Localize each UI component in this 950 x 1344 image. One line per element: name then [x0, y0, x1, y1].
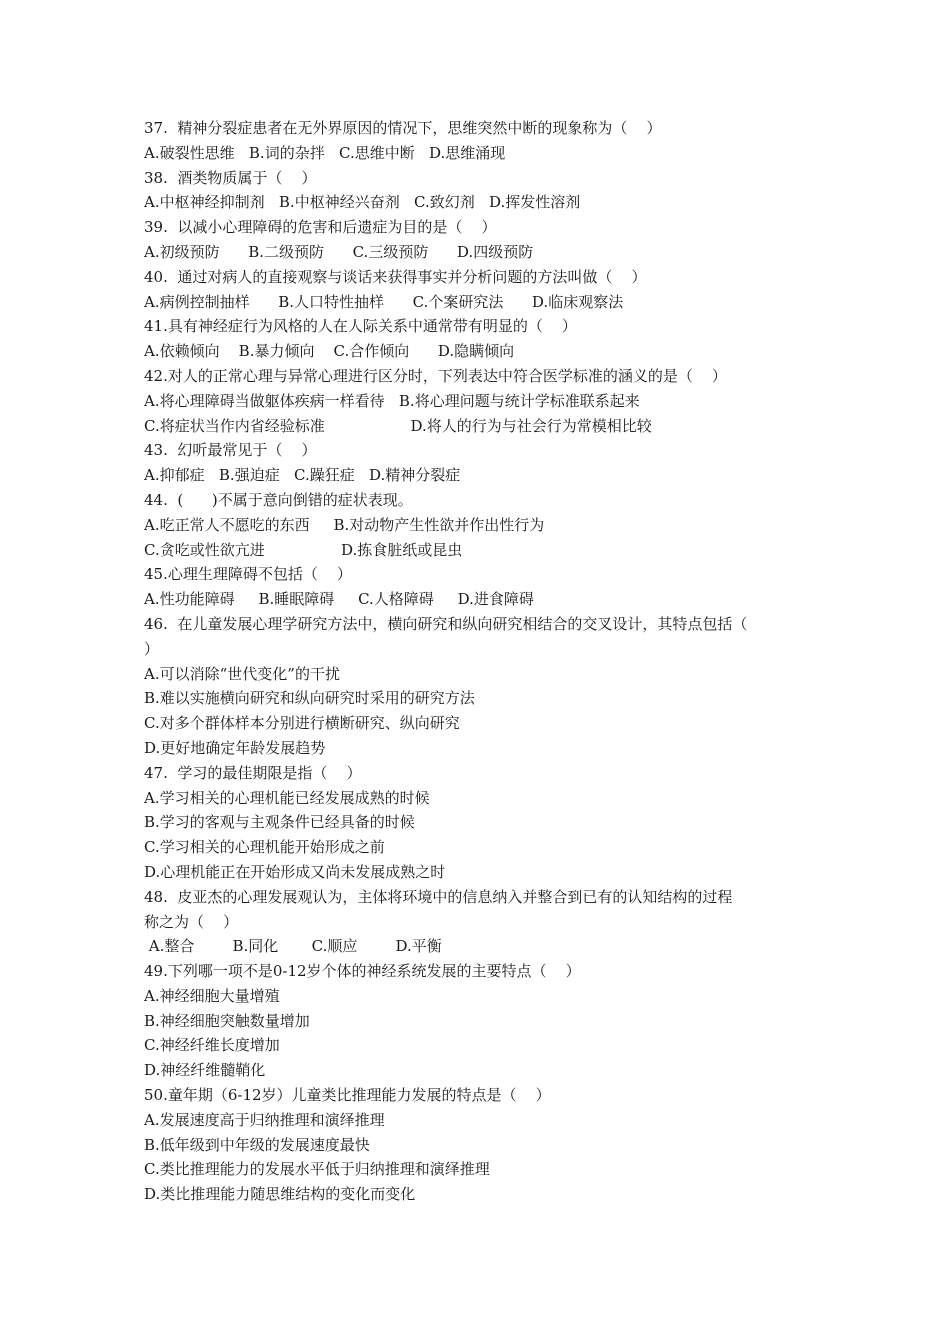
question-42-options-ab: A.将心理障碍当做躯体疾病一样看待 B.将心理问题与统计学标准联系起来: [144, 391, 640, 410]
question-38-stem: 38. 酒类物质属于（ ）: [144, 168, 317, 187]
question-46-stem: 46. 在儿童发展心理学研究方法中，横向研究和纵向研究相结合的交叉设计，其特点包括（: [144, 614, 748, 633]
question-48-stem: 48. 皮亚杰的心理发展观认为，主体将环境中的信息纳入并整合到已有的认知结构的过程: [144, 887, 733, 906]
question-47-stem: 47. 学习的最佳期限是指（ ）: [144, 763, 362, 782]
question-42-options-cd: C.将症状当作内省经验标准 D.将人的行为与社会行为常模相比较: [144, 416, 652, 435]
question-49-option-c: C.神经纤维长度增加: [144, 1036, 280, 1055]
question-38-options: A.中枢神经抑制剂 B.中枢神经兴奋剂 C.致幻剂 D.挥发性溶剂: [144, 193, 581, 212]
question-49-option-a: A.神经细胞大量增殖: [144, 986, 280, 1005]
question-50-stem: 50.童年期（6-12岁）儿童类比推理能力发展的特点是（ ）: [144, 1086, 551, 1105]
question-45-options: A.性功能障碍 B.睡眠障碍 C.人格障碍 D.进食障碍: [144, 590, 534, 609]
question-39-stem: 39. 以减小心理障碍的危害和后遗症为目的是（ ）: [144, 218, 497, 237]
question-40-stem: 40. 通过对病人的直接观察与谈话来获得事实并分析问题的方法叫做（ ）: [144, 267, 647, 286]
question-42-stem: 42.对人的正常心理与异常心理进行区分时，下列表达中符合医学标准的涵义的是（ ）: [144, 366, 727, 385]
question-50-option-c: C.类比推理能力的发展水平低于归纳推理和演绎推理: [144, 1160, 490, 1179]
question-43-options: A.抑郁症 B.强迫症 C.躁狂症 D.精神分裂症: [144, 466, 461, 485]
question-40-options: A.病例控制抽样 B.人口特性抽样 C.个案研究法 D.临床观察法: [144, 292, 624, 311]
question-48-options: A.整合 B.同化 C.顺应 D.平衡: [144, 937, 442, 956]
question-46-stem-continued: ）: [144, 639, 160, 658]
question-41-stem: 41.具有神经症行为风格的人在人际关系中通常带有明显的（ ）: [144, 317, 577, 336]
question-39-options: A.初级预防 B.二级预防 C.三级预防 D.四级预防: [144, 242, 534, 261]
question-text-block: [144, 116, 834, 1207]
question-46-option-d: D.更好地确定年龄发展趋势: [144, 738, 326, 757]
question-44-stem: 44. ( )不属于意向倒错的症状表现。: [144, 490, 413, 509]
question-37-options: A.破裂性思维 B.词的杂拌 C.思维中断 D.思维涌现: [144, 143, 506, 162]
question-47-option-d: D.心理机能正在开始形成又尚未发展成熟之时: [144, 862, 446, 881]
question-45-stem: 45.心理生理障碍不包括（ ）: [144, 565, 352, 584]
question-49-option-d: D.神经纤维髓鞘化: [144, 1061, 266, 1080]
question-47-option-a: A.学习相关的心理机能已经发展成熟的时候: [144, 788, 430, 807]
question-43-stem: 43. 幻听最常见于（ ）: [144, 441, 317, 460]
question-46-option-a: A.可以消除“世代变化”的干扰: [144, 664, 340, 683]
question-48-stem-continued: 称之为（ ）: [144, 912, 239, 931]
question-50-option-b: B.低年级到中年级的发展速度最快: [144, 1135, 370, 1154]
question-41-options: A.依赖倾向 B.暴力倾向 C.合作倾向 D.隐瞒倾向: [144, 342, 515, 361]
question-47-option-b: B.学习的客观与主观条件已经具备的时候: [144, 813, 415, 832]
question-46-option-b: B.难以实施横向研究和纵向研究时采用的研究方法: [144, 689, 475, 708]
question-49-stem: 49.下列哪一项不是0-12岁个体的神经系统发展的主要特点（ ）: [144, 962, 581, 981]
question-50-option-d: D.类比推理能力随思维结构的变化而变化: [144, 1185, 416, 1204]
question-49-option-b: B.神经细胞突触数量增加: [144, 1011, 310, 1030]
question-47-option-c: C.学习相关的心理机能开始形成之前: [144, 838, 385, 857]
question-46-option-c: C.对多个群体样本分别进行横断研究、纵向研究: [144, 714, 460, 733]
question-44-options-ab: A.吃正常人不愿吃的东西 B.对动物产生性欲并作出性行为: [144, 515, 545, 534]
question-50-option-a: A.发展速度高于归纳推理和演绎推理: [144, 1110, 385, 1129]
question-37-stem: 37. 精神分裂症患者在无外界原因的情况下，思维突然中断的现象称为（ ）: [144, 119, 662, 137]
question-44-options-cd: C.贪吃或性欲亢进 D.拣食脏纸或昆虫: [144, 540, 463, 559]
